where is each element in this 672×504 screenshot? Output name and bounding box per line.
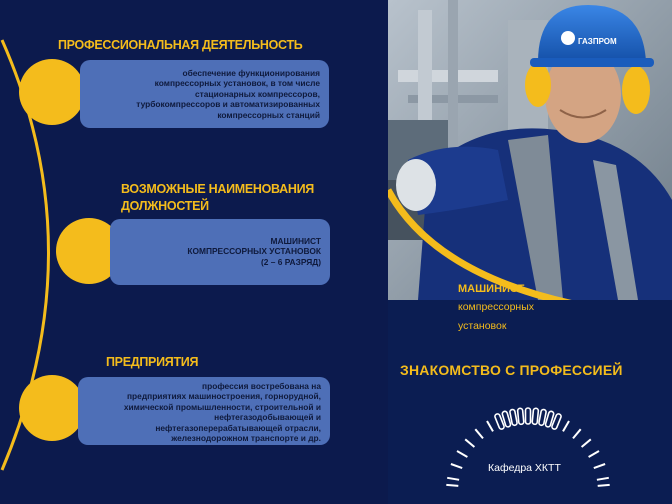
- dial-tick: [598, 485, 610, 486]
- card-line: химической промышленности, строительной и: [123, 401, 321, 412]
- helmet-logo-text: ГАЗПРОМ: [578, 37, 617, 46]
- section-heading-activity: ПРОФЕССИОНАЛЬНАЯ ДЕЯТЕЛЬНОСТЬ: [58, 38, 303, 52]
- section-card-positions: [110, 219, 330, 285]
- dial-tick: [563, 421, 569, 431]
- card-line: предприятиях машиностроения, горнорудной,: [126, 391, 321, 402]
- section-card-enterprises: [78, 377, 330, 445]
- dial-pill: [532, 408, 539, 424]
- right-panel: [388, 0, 672, 504]
- dial-tick: [487, 421, 493, 431]
- department-label: Кафедра ХКТТ: [488, 462, 561, 474]
- dial-tick: [457, 451, 467, 457]
- timeline-circle-3: [19, 375, 85, 441]
- intro-heading: ЗНАКОМСТВО С ПРОФЕССИЕЙ: [400, 362, 623, 378]
- card-line: компрессорных установок, в том числе: [154, 78, 320, 89]
- profession-subtitle: [458, 298, 578, 336]
- timeline-circle-1: [19, 59, 85, 125]
- card-line: компрессорных станций: [217, 109, 320, 120]
- dial-tick: [447, 478, 459, 480]
- subtitle-line: компрессорных: [458, 301, 535, 313]
- dial-tick: [589, 451, 599, 457]
- heading-line: ДОЛЖНОСТЕЙ: [121, 199, 209, 213]
- card-line: стационарных компрессоров,: [195, 88, 320, 99]
- card-line: профессия востребована на: [202, 381, 321, 391]
- dial-pill: [517, 408, 524, 424]
- worker-photo: [388, 0, 672, 300]
- profession-title: МАШИНИСТ: [458, 283, 525, 295]
- card-line: турбокомпрессоров и автоматизированных: [136, 99, 320, 110]
- card-line: КОМПРЕССОРНЫХ УСТАНОВОК: [187, 246, 321, 257]
- card-line: обеспечение функционирования: [182, 68, 320, 78]
- section-card-activity: [80, 60, 329, 128]
- dial-pill: [526, 408, 531, 424]
- dial-arc-decoration: [438, 400, 618, 504]
- dial-tick: [446, 485, 458, 486]
- card-line: (2 – 6 РАЗРЯД): [260, 256, 321, 267]
- dial-tick: [582, 439, 591, 447]
- card-line: МАШИНИСТ: [270, 236, 321, 246]
- dial-tick: [465, 439, 474, 447]
- dial-tick: [594, 464, 605, 468]
- section-heading-enterprises: ПРЕДПРИЯТИЯ: [106, 355, 199, 369]
- dial-tick: [573, 429, 581, 438]
- dial-tick: [475, 429, 483, 438]
- dial-tick: [597, 478, 609, 480]
- subtitle-line: установок: [458, 320, 507, 332]
- heading-line: ВОЗМОЖНЫЕ НАИМЕНОВАНИЯ: [121, 182, 314, 196]
- dial-tick: [451, 464, 462, 468]
- card-line: нефтегазоперерабатывающей отрасли,: [155, 422, 321, 433]
- section-heading-positions: [121, 181, 314, 215]
- card-line: железнодорожном транспорте и др.: [171, 433, 321, 444]
- card-line: нефтегазодобывающей и: [214, 412, 321, 423]
